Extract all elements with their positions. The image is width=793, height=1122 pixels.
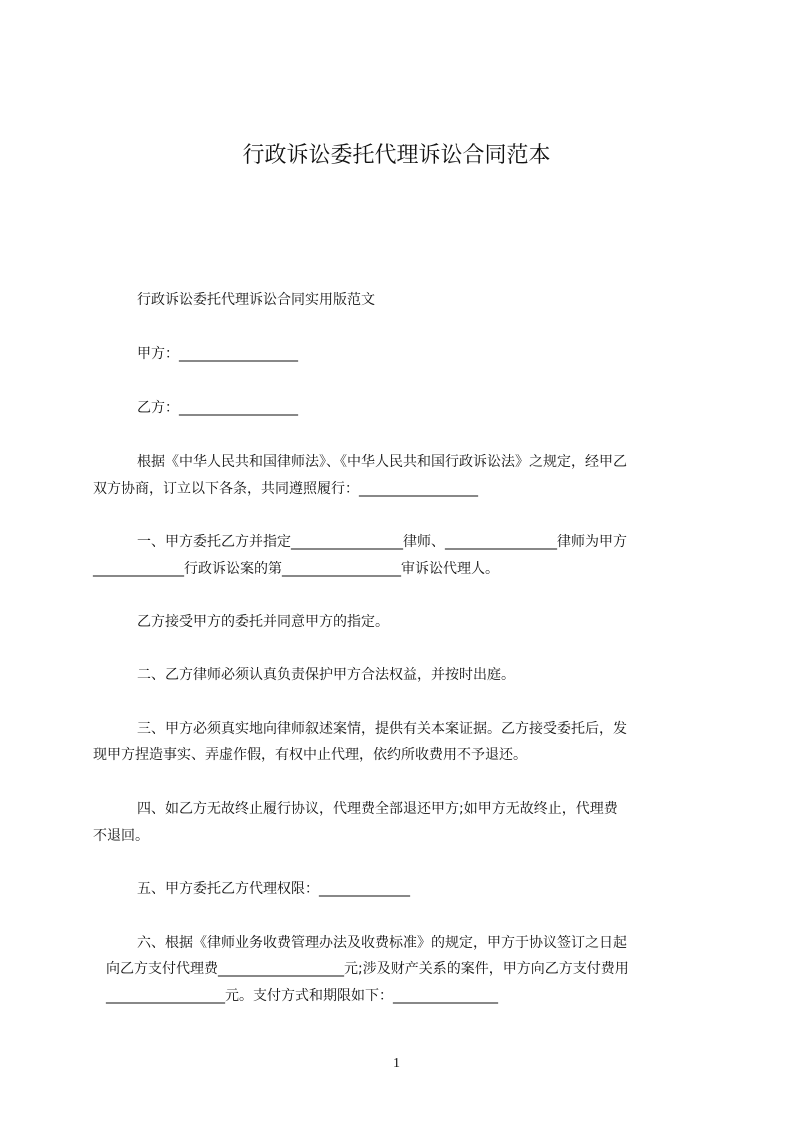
clause-1-line-2: _____________行政诉讼案的第_________________审诉讼代理人。 xyxy=(93,561,499,577)
document-subtitle: 行政诉讼委托代理诉讼合同实用版范文 xyxy=(137,292,375,308)
preamble-line-2: 双方协商，订立以下各条，共同遵照履行：_________________ xyxy=(93,481,478,497)
party-a-line: 甲方：_________________ xyxy=(137,346,298,362)
clause-6-line-1: 六、根据《律师业务收费管理办法及收费标准》的规定，甲方于协议签订之日起 xyxy=(137,935,627,951)
party-b-line: 乙方：_________________ xyxy=(137,400,298,416)
document-title: 行政诉讼委托代理诉讼合同范本 xyxy=(242,143,551,168)
clause-1-accept: 乙方接受甲方的委托并同意甲方的指定。 xyxy=(137,614,389,630)
clause-4-line-2: 不退回。 xyxy=(93,828,149,844)
clause-3-line-2: 现甲方捏造事实、弄虚作假，有权中止代理，依约所收费用不予退还。 xyxy=(93,747,527,763)
clause-5: 五、甲方委托乙方代理权限：_____________ xyxy=(137,881,410,897)
clause-3-line-1: 三、甲方必须真实地向律师叙述案情，提供有关本案证据。乙方接受委托后，发 xyxy=(137,721,627,737)
clause-2: 二、乙方律师必须认真负责保护甲方合法权益，并按时出庭。 xyxy=(137,667,515,683)
preamble-line-1: 根据《中华人民共和国律师法》、《中华人民共和国行政诉讼法》之规定，经甲乙 xyxy=(137,454,627,470)
clause-6-line-3: _________________元。支付方式和期限如下：_______________ xyxy=(106,988,498,1004)
clause-6-line-2: 向乙方支付代理费__________________元;涉及财产关系的案件，甲方向乙方支付费用 xyxy=(106,961,629,977)
clause-1-line-1: 一、甲方委托乙方并指定________________律师、________________律师为甲方 xyxy=(137,534,627,550)
page-number: 1 xyxy=(393,1056,400,1071)
clause-4-line-1: 四、如乙方无故终止履行协议，代理费全部退还甲方;如甲方无故终止，代理费 xyxy=(137,801,618,817)
